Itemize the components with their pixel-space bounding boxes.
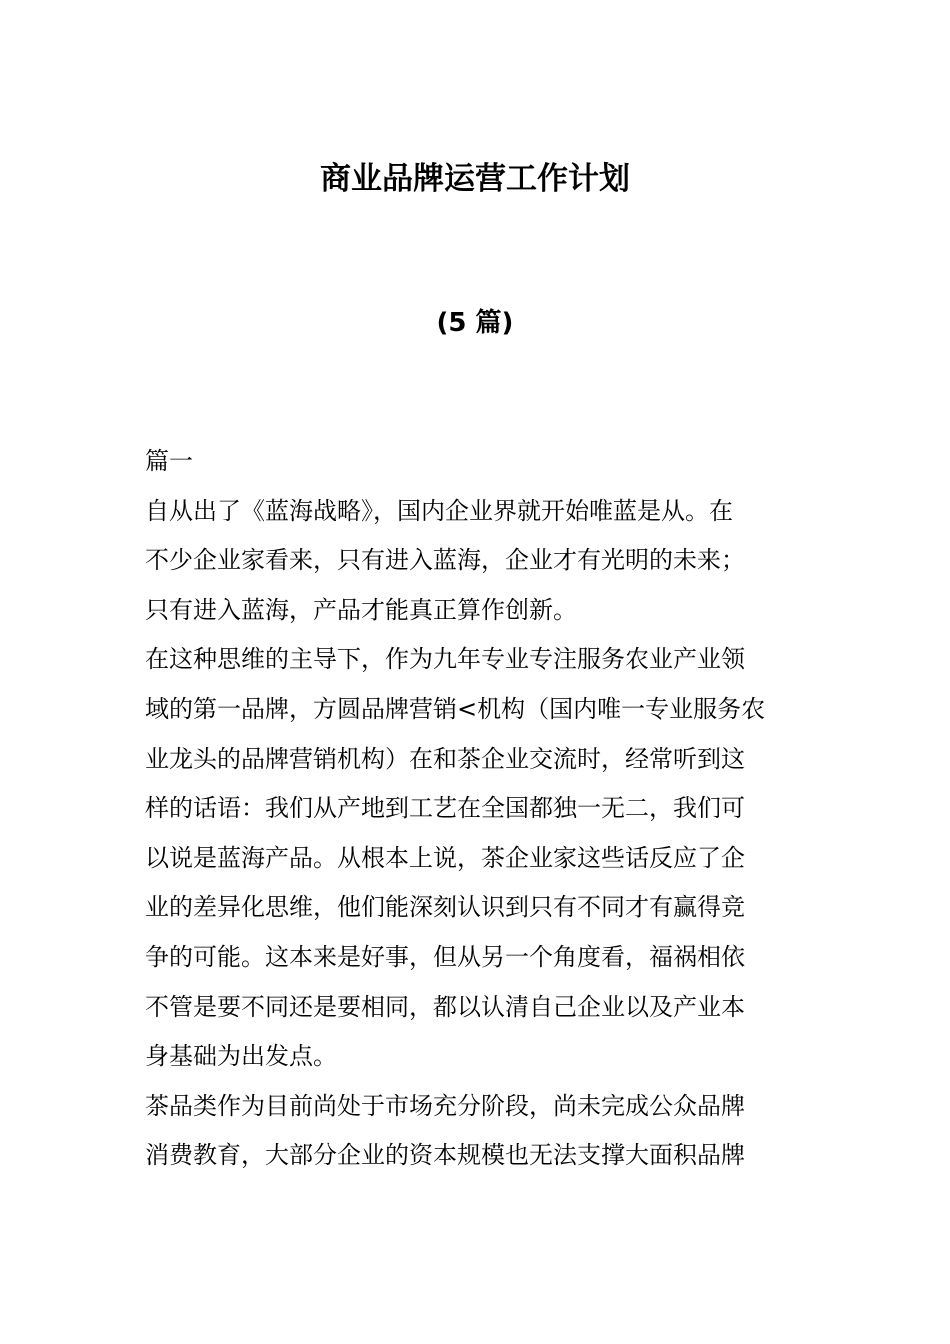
body-line: 业的差异化思维，他们能深刻认识到只有不同才有赢得竞 xyxy=(145,893,745,922)
section-heading: 篇一 xyxy=(145,447,193,475)
document-subtitle: (5 篇) xyxy=(436,308,514,338)
body-line: 样的话语：我们从产地到工艺在全国都独一无二，我们可 xyxy=(145,794,745,823)
document-title: 商业品牌运营工作计划 xyxy=(320,161,630,197)
body-line: 消费教育，大部分企业的资本规模也无法支撑大面积品牌 xyxy=(145,1141,745,1170)
body-line: 不少企业家看来，只有进入蓝海，企业才有光明的未来； xyxy=(145,546,745,575)
body-line: 争的可能。这本来是好事，但从另一个角度看，福祸相依 xyxy=(145,942,745,971)
body-line: 身基础为出发点。 xyxy=(145,1042,337,1071)
body-line: 业龙头的品牌营销机构）在和茶企业交流时，经常听到这 xyxy=(145,744,745,773)
document-body xyxy=(145,437,810,1181)
body-line: 不管是要不同还是要相同，都以认清自己企业以及产业本 xyxy=(145,992,745,1021)
body-line: 茶品类作为目前尚处于市场充分阶段，尚未完成公众品牌 xyxy=(145,1091,745,1120)
body-line: 域的第一品牌，方圆品牌营销<机构（国内唯一专业服务农 xyxy=(145,694,766,723)
body-line: 自从出了《蓝海战略》，国内企业界就开始唯蓝是从。在 xyxy=(145,496,733,525)
body-line: 以说是蓝海产品。从根本上说，茶企业家这些话反应了企 xyxy=(145,843,745,872)
body-line: 在这种思维的主导下，作为九年专业专注服务农业产业领 xyxy=(145,645,745,674)
body-line: 只有进入蓝海，产品才能真正算作创新。 xyxy=(145,595,577,624)
